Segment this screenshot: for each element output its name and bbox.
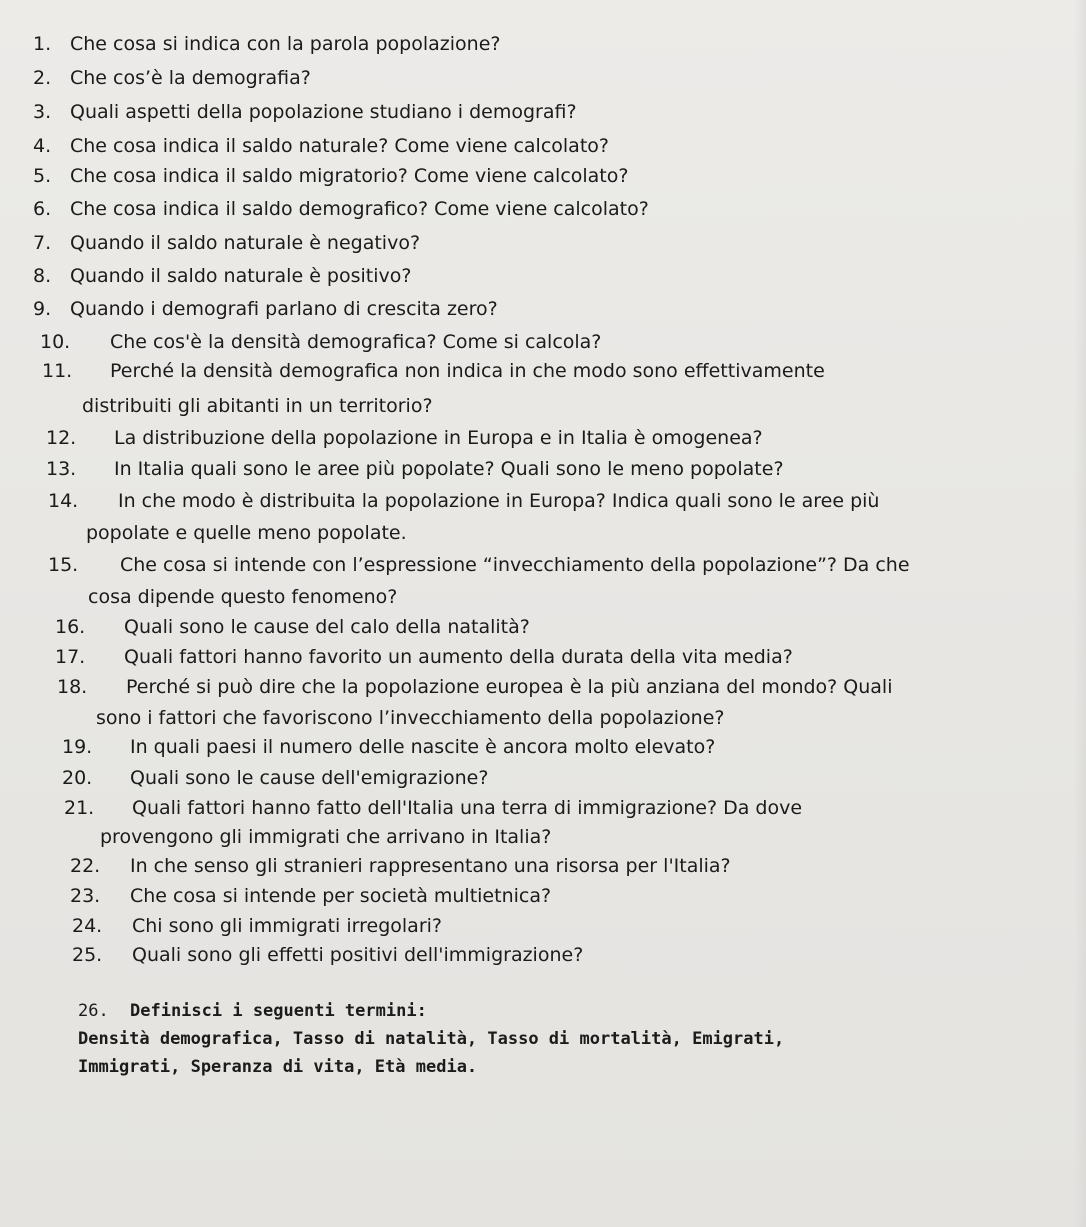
question-text: Quali aspetti della popolazione studiano i demografi? bbox=[70, 101, 577, 123]
question-number: 17. bbox=[55, 646, 86, 668]
question-number: 5. bbox=[33, 165, 52, 187]
question-text: Quali sono le cause dell'emigrazione? bbox=[130, 767, 489, 789]
question-number: 4. bbox=[33, 135, 52, 157]
question-number: 26. bbox=[78, 1001, 109, 1021]
question-text: Chi sono gli immigrati irregolari? bbox=[132, 915, 442, 937]
definitions-terms: Immigrati, Speranza di vita, Età media. bbox=[78, 1057, 478, 1077]
question-number: 18. bbox=[57, 676, 88, 698]
question-number: 1. bbox=[33, 33, 52, 55]
question-text: Che cosa si indica con la parola popolazione? bbox=[70, 33, 501, 55]
question-number: 25. bbox=[72, 944, 103, 966]
question-text: La distribuzione della popolazione in Europa e in Italia è omogenea? bbox=[114, 427, 763, 449]
question-number: 6. bbox=[33, 198, 52, 220]
question-number: 10. bbox=[40, 331, 71, 353]
question-number: 12. bbox=[46, 427, 77, 449]
question-number: 16. bbox=[55, 616, 86, 638]
question-text: Perché si può dire che la popolazione europea è la più anziana del mondo? Quali bbox=[126, 676, 893, 698]
question-text: Quali fattori hanno fatto dell'Italia una terra di immigrazione? Da dove bbox=[132, 797, 803, 819]
question-number: 8. bbox=[33, 265, 52, 287]
question-number: 11. bbox=[42, 360, 73, 382]
question-text: Che cosa si intende con l’espressione “invecchiamento della popolazione”? Da che bbox=[120, 554, 910, 576]
question-number: 21. bbox=[64, 797, 95, 819]
definitions-title: Definisci i seguenti termini: bbox=[130, 1001, 427, 1021]
question-number: 14. bbox=[48, 490, 79, 512]
question-number: 22. bbox=[70, 855, 101, 877]
question-text: Che cosa indica il saldo naturale? Come viene calcolato? bbox=[70, 135, 609, 157]
definitions-terms: Densità demografica, Tasso di natalità, Tasso di mortalità, Emigrati, bbox=[78, 1029, 785, 1049]
question-text: Perché la densità demografica non indica in che modo sono effettivamente bbox=[110, 360, 825, 382]
question-text: Quando il saldo naturale è negativo? bbox=[70, 232, 421, 254]
question-number: 23. bbox=[70, 885, 101, 907]
question-number: 3. bbox=[33, 101, 52, 123]
question-text: Quali sono gli effetti positivi dell'immigrazione? bbox=[132, 944, 584, 966]
question-number: 24. bbox=[72, 915, 103, 937]
question-text: Quali sono le cause del calo della natalità? bbox=[124, 616, 530, 638]
question-text: In che senso gli stranieri rappresentano una risorsa per l'Italia? bbox=[130, 855, 731, 877]
question-number: 13. bbox=[46, 458, 77, 480]
page-edge-shadow bbox=[1074, 0, 1086, 1227]
question-text: Che cos'è la densità demografica? Come si calcola? bbox=[110, 331, 602, 353]
question-text-continued: distribuiti gli abitanti in un territorio? bbox=[82, 395, 433, 417]
question-text: Che cosa si intende per società multietnica? bbox=[130, 885, 552, 907]
question-text: Che cos’è la demografia? bbox=[70, 67, 311, 89]
question-text: In Italia quali sono le aree più popolate? Quali sono le meno popolate? bbox=[114, 458, 784, 480]
question-text: Che cosa indica il saldo migratorio? Come viene calcolato? bbox=[70, 165, 629, 187]
question-text: Che cosa indica il saldo demografico? Come viene calcolato? bbox=[70, 198, 649, 220]
question-number: 7. bbox=[33, 232, 52, 254]
question-number: 15. bbox=[48, 554, 79, 576]
question-text: Quando i demografi parlano di crescita zero? bbox=[70, 298, 498, 320]
question-number: 19. bbox=[62, 736, 93, 758]
question-number: 20. bbox=[62, 767, 93, 789]
question-text: In che modo è distribuita la popolazione in Europa? Indica quali sono le aree più bbox=[118, 490, 880, 512]
question-text-continued: popolate e quelle meno popolate. bbox=[86, 522, 407, 544]
question-number: 2. bbox=[33, 67, 52, 89]
question-text-continued: cosa dipende questo fenomeno? bbox=[88, 586, 398, 608]
question-text: In quali paesi il numero delle nascite è ancora molto elevato? bbox=[130, 736, 716, 758]
question-text-continued: provengono gli immigrati che arrivano in Italia? bbox=[100, 826, 552, 848]
question-text: Quando il saldo naturale è positivo? bbox=[70, 265, 412, 287]
question-text-continued: sono i fattori che favoriscono l’invecchiamento della popolazione? bbox=[96, 707, 725, 729]
question-number: 9. bbox=[33, 298, 52, 320]
question-text: Quali fattori hanno favorito un aumento della durata della vita media? bbox=[124, 646, 793, 668]
